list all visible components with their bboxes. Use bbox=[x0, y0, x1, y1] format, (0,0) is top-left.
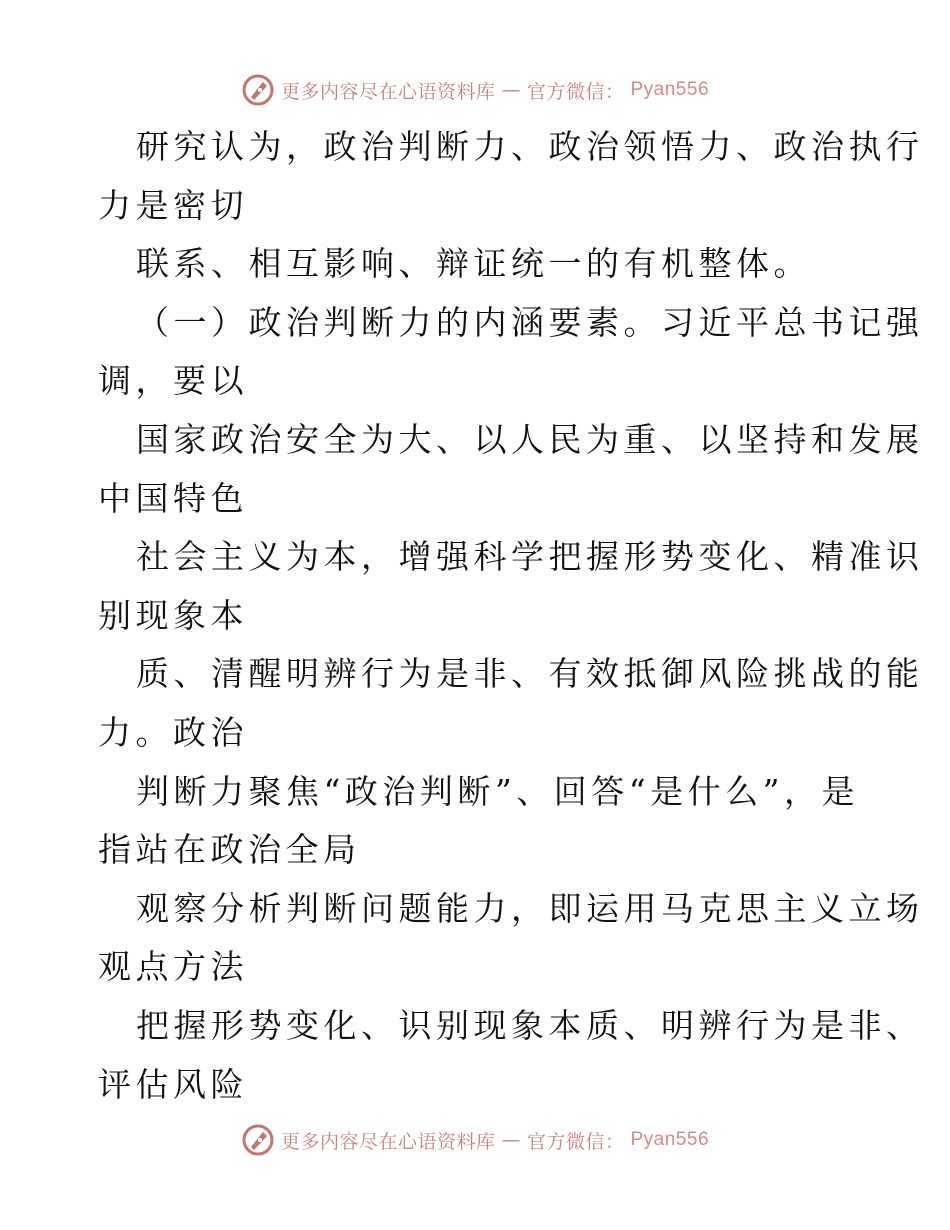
text-line: 联系、相互影响、辩证统一的有机整体。 bbox=[136, 244, 811, 284]
watermark-wechat-label: 官方微信： bbox=[526, 1130, 625, 1153]
header-watermark bbox=[0, 68, 950, 112]
watermark-wechat-id: Pyan556 bbox=[630, 79, 710, 100]
text-line: 把握形势变化、识别现象本质、明辨行为是非、 bbox=[136, 1005, 924, 1045]
document-body bbox=[98, 118, 924, 1114]
text-line: 别现象本 bbox=[98, 595, 248, 635]
text-line: 社会主义为本，增强科学把握形势变化、精准识 bbox=[136, 537, 924, 577]
text-line: （一）政治判断力的内涵要素。习近平总书记强 bbox=[136, 302, 924, 342]
text-line: 观点方法 bbox=[98, 947, 248, 987]
watermark-wechat-label: 官方微信： bbox=[526, 80, 625, 103]
text-line: 质、清醒明辨行为是非、有效抵御风险挑战的能 bbox=[136, 654, 924, 694]
text-line: 观察分析判断问题能力，即运用马克思主义立场 bbox=[136, 888, 924, 928]
text-line: 调，要以 bbox=[98, 361, 248, 401]
watermark-dash: — bbox=[501, 79, 521, 101]
text-line: 力。政治 bbox=[98, 712, 248, 752]
watermark-main-text: 更多内容尽在心语资料库 bbox=[280, 1130, 496, 1153]
watermark-main-text: 更多内容尽在心语资料库 bbox=[280, 80, 496, 103]
text-line: 国家政治安全为大、以人民为重、以坚持和发展 bbox=[136, 419, 924, 459]
text-line: 指站在政治全局 bbox=[98, 830, 361, 870]
pen-nib-circle-icon bbox=[241, 1123, 275, 1157]
text-line: 研究认为，政治判断力、政治领悟力、政治执行 bbox=[136, 127, 924, 166]
text-line: 判断力聚焦“政治判断”、回答“是什么”，是 bbox=[136, 771, 859, 811]
footer-watermark bbox=[0, 1118, 950, 1162]
pen-nib-circle-icon bbox=[241, 73, 275, 107]
text-line: 评估风险 bbox=[98, 1064, 248, 1104]
watermark-dash: — bbox=[501, 1129, 521, 1151]
text-line: 中国特色 bbox=[98, 478, 248, 518]
text-line: 力是密切 bbox=[98, 185, 248, 225]
watermark-wechat-id: Pyan556 bbox=[630, 1129, 710, 1150]
